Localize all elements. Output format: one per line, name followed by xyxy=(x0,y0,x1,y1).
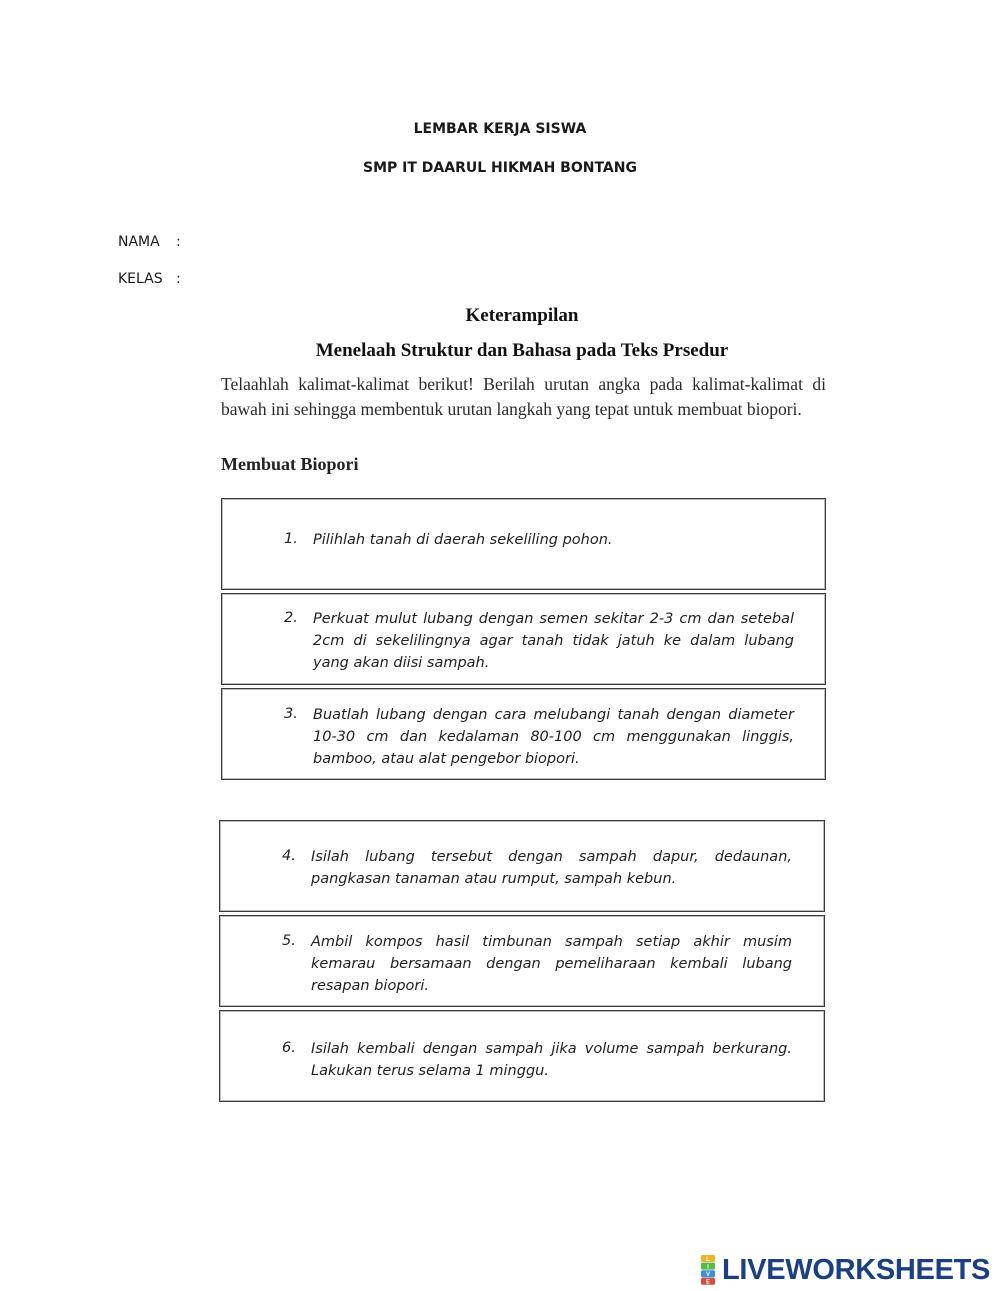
class-label: KELAS xyxy=(118,271,163,287)
name-colon: : xyxy=(176,234,181,250)
icon-letter: L xyxy=(706,1256,710,1263)
icon-letter: V xyxy=(705,1272,711,1278)
step-card-2[interactable] xyxy=(221,593,826,685)
section-subtitle: Menelaah Struktur dan Bahasa pada Teks Prsedur xyxy=(315,340,729,361)
liveworksheets-logo xyxy=(697,1253,990,1287)
step-card-4[interactable] xyxy=(219,820,825,912)
instruction-text: Telaahlah kalimat-kalimat berikut! Berilah urutan angka pada kalimat-kalimat di bawah ini sehingga membentuk urutan langkah yang tepat untuk membuat biopori. xyxy=(221,374,826,419)
procedure-subheading: Membuat Biopori xyxy=(221,454,359,474)
step-number: 5. xyxy=(282,933,296,949)
class-field xyxy=(118,271,181,287)
step-number: 1. xyxy=(284,531,298,547)
class-colon: : xyxy=(176,271,181,287)
step-text: Ambil kompos hasil timbunan sampah setiap akhir musim kemarau bersamaan dengan pemeliharaan kembali lubang resapan biopori. xyxy=(311,934,792,994)
step-card-1[interactable] xyxy=(221,498,826,590)
icon-letter: E xyxy=(705,1279,711,1285)
icon-letter: I xyxy=(707,1264,709,1271)
liveworksheets-logo-icon xyxy=(697,1255,719,1285)
step-number: 2. xyxy=(284,610,298,626)
worksheet-title: LEMBAR KERJA SISWA xyxy=(413,121,587,137)
step-text: Buatlah lubang dengan cara melubangi tanah dengan diameter 10-30 cm dan kedalaman 80-100 cm menggunakan linggis, bamboo, atau alat pengebor biopori. xyxy=(313,707,794,767)
step-number: 4. xyxy=(282,848,296,864)
liveworksheets-wordmark: LIVEWORKSHEETS xyxy=(722,1253,991,1286)
step-text: Pilihlah tanah di daerah sekeliling pohon. xyxy=(313,532,613,548)
school-name: SMP IT DAARUL HIKMAH BONTANG xyxy=(363,160,637,176)
step-card-6[interactable] xyxy=(219,1010,825,1102)
section-title: Keterampilan xyxy=(465,305,579,326)
name-label: NAMA xyxy=(118,234,160,250)
step-number: 3. xyxy=(284,706,298,722)
step-text: Isilah lubang tersebut dengan sampah dapur, dedaunan, pangkasan tanaman atau rumput, sampah kebun. xyxy=(311,849,792,887)
step-text: Perkuat mulut lubang dengan semen sekitar 2-3 cm dan setebal 2cm di sekelilingnya agar tanah tidak jatuh ke dalam lubang yang akan diisi sampah. xyxy=(313,611,794,671)
step-number: 6. xyxy=(282,1040,296,1056)
name-field xyxy=(118,234,181,250)
letter-blocks-icon xyxy=(697,1255,719,1285)
step-card-5[interactable] xyxy=(219,915,825,1007)
step-text: Isilah kembali dengan sampah jika volume sampah berkurang. Lakukan terus selama 1 minggu. xyxy=(311,1041,792,1079)
step-card-3[interactable] xyxy=(221,688,826,780)
